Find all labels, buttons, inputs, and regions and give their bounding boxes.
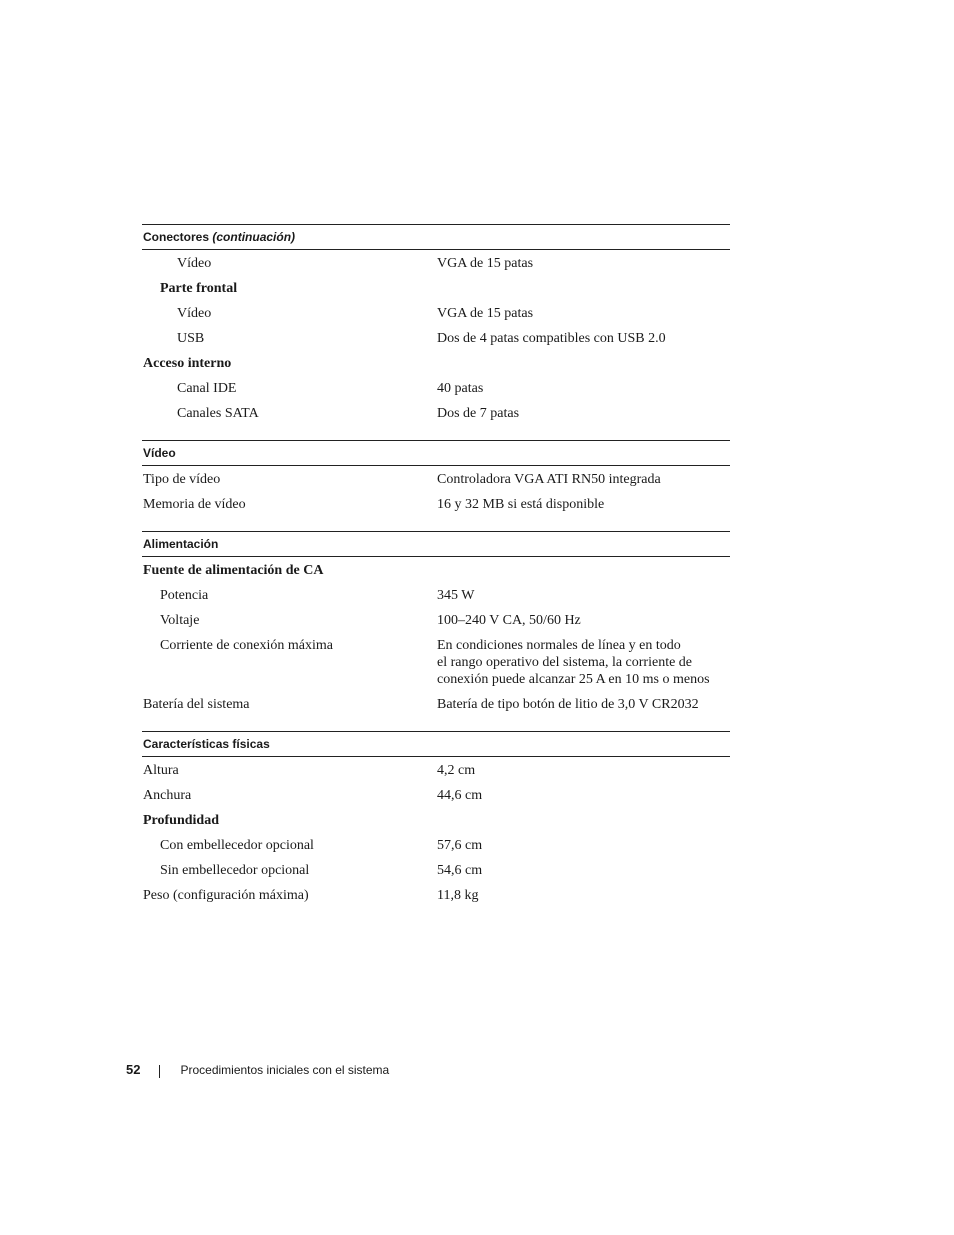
spec-label: Canales SATA: [177, 406, 259, 421]
spec-row: [142, 558, 730, 583]
spec-row: [142, 633, 730, 692]
section-header: [142, 731, 730, 757]
page-number: 52: [126, 1062, 141, 1077]
spec-value: 11,8 kg: [437, 888, 479, 903]
spec-label: Voltaje: [160, 613, 200, 628]
spec-row: [142, 883, 730, 908]
spec-section: [142, 224, 730, 426]
spec-value: [437, 562, 730, 579]
section-title-suffix: (continuación): [212, 230, 296, 244]
spec-row: [142, 301, 730, 326]
spec-label: Anchura: [143, 788, 192, 803]
spec-value: En condiciones normales de línea y en todo el rango operativo del sistema, la corriente de conexión puede alcanzar 25 A en 10 ms o menos: [437, 638, 710, 687]
spec-value: 54,6 cm: [437, 863, 483, 878]
spec-label: Tipo de vídeo: [143, 472, 221, 487]
spec-row: [142, 833, 730, 858]
spec-value: 57,6 cm: [437, 838, 483, 853]
spec-section: [142, 731, 730, 908]
spec-label: Vídeo: [177, 256, 212, 271]
spec-row: [142, 276, 730, 301]
spec-value: [437, 812, 730, 829]
spec-value: Controladora VGA ATI RN50 integrada: [437, 472, 661, 487]
spec-row: [142, 467, 730, 492]
spec-label: USB: [177, 331, 205, 346]
spec-value: [437, 355, 730, 372]
section-header: [142, 224, 730, 250]
spec-row: [142, 492, 730, 517]
spec-value: VGA de 15 patas: [437, 256, 534, 271]
spec-label: Canal IDE: [177, 381, 237, 396]
section-header: [142, 531, 730, 557]
spec-value: 4,2 cm: [437, 763, 476, 778]
spec-value: 40 patas: [437, 381, 484, 396]
spec-row: [142, 858, 730, 883]
spec-row: [142, 251, 730, 276]
spec-row: [142, 351, 730, 376]
spec-value: 345 W: [437, 588, 475, 603]
spec-label: Corriente de conexión máxima: [160, 638, 333, 653]
spec-label: Profundidad: [143, 813, 219, 828]
spec-label: Peso (configuración máxima): [143, 888, 309, 903]
spec-row: [142, 692, 730, 717]
spec-value: 44,6 cm: [437, 788, 483, 803]
spec-value: 100–240 V CA, 50/60 Hz: [437, 613, 581, 628]
spec-label: Memoria de vídeo: [143, 497, 246, 512]
spec-label: Batería del sistema: [143, 697, 250, 712]
spec-label: Altura: [143, 763, 179, 778]
section-title: Características físicas: [143, 737, 270, 751]
spec-value: 16 y 32 MB si está disponible: [437, 497, 605, 512]
section-title: Alimentación: [143, 537, 219, 551]
spec-label: Con embellecedor opcional: [160, 838, 314, 853]
spec-value: Batería de tipo botón de litio de 3,0 V CR2032: [437, 697, 699, 712]
footer-title: Procedimientos iniciales con el sistema: [180, 1062, 390, 1077]
spec-label: Potencia: [160, 588, 209, 603]
spec-row: [142, 758, 730, 783]
page-footer: [126, 1062, 389, 1077]
spec-value: VGA de 15 patas: [437, 306, 534, 321]
spec-row: [142, 401, 730, 426]
spec-label: Acceso interno: [143, 356, 232, 371]
section-header: [142, 440, 730, 466]
spec-section: [142, 531, 730, 717]
spec-value: Dos de 7 patas: [437, 406, 520, 421]
spec-row: [142, 583, 730, 608]
spec-row: [142, 326, 730, 351]
spec-value: Dos de 4 patas compatibles con USB 2.0: [437, 331, 666, 346]
spec-label: Parte frontal: [160, 281, 238, 296]
spec-row: [142, 608, 730, 633]
spec-label: Vídeo: [177, 306, 212, 321]
footer-separator: [159, 1065, 160, 1078]
spec-row: [142, 376, 730, 401]
spec-row: [142, 808, 730, 833]
section-title: Conectores: [143, 230, 210, 244]
spec-value: [437, 280, 730, 297]
spec-label: Fuente de alimentación de CA: [143, 563, 324, 578]
spec-label: Sin embellecedor opcional: [160, 863, 310, 878]
spec-section: [142, 440, 730, 517]
spec-table: [142, 224, 730, 908]
spec-row: [142, 783, 730, 808]
section-title: Vídeo: [143, 446, 176, 460]
